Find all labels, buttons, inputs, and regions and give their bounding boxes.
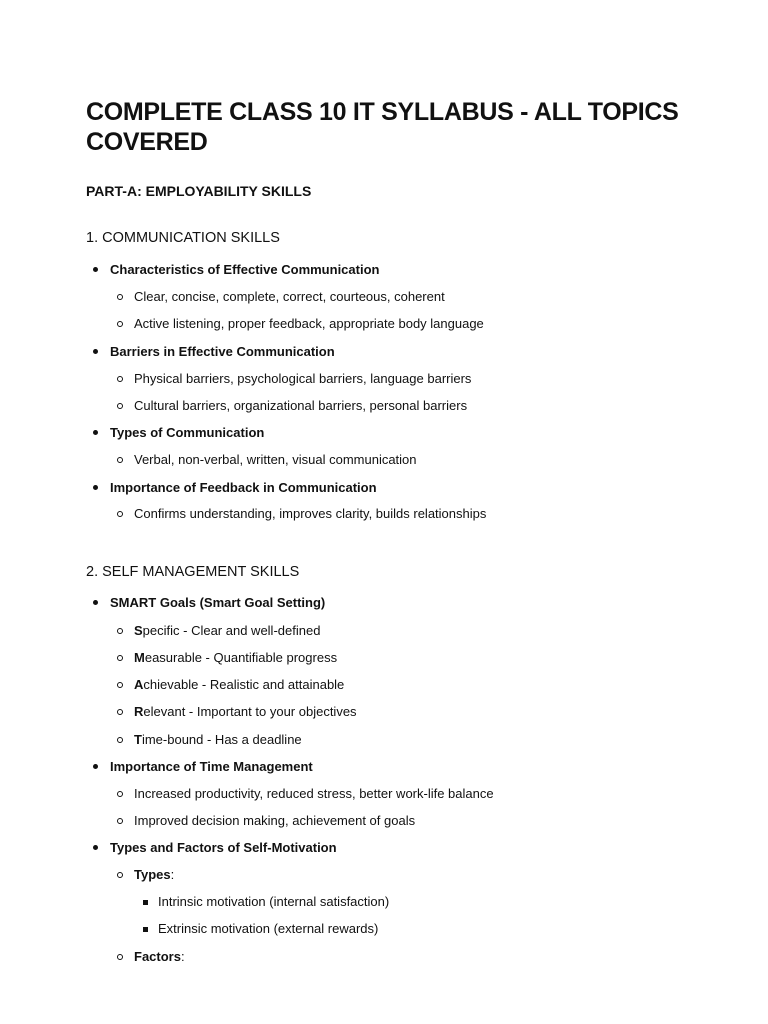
- bullet-circle: [117, 818, 123, 824]
- list-subitem-text: Clear, concise, complete, correct, courteous, coherent: [134, 289, 445, 304]
- bullet-circle: [117, 737, 123, 743]
- bullet-circle: [117, 376, 123, 382]
- list-item-label: Importance of Feedback in Communication: [110, 480, 377, 495]
- bullet-circle: [117, 403, 123, 409]
- list-item-label: Types of Communication: [110, 425, 265, 440]
- smart-initial: M: [134, 650, 145, 665]
- factors-label: Factors: [134, 949, 181, 964]
- list-subitem: [134, 452, 417, 468]
- list-subsubitem-text: Extrinsic motivation (external rewards): [158, 921, 379, 936]
- smart-item: [134, 650, 337, 666]
- bullet-disc: [93, 485, 98, 490]
- bullet-circle: [117, 682, 123, 688]
- list-item-label: Importance of Time Management: [110, 759, 313, 774]
- section-heading: 1. COMMUNICATION SKILLS: [86, 230, 280, 246]
- bullet-circle: [117, 791, 123, 797]
- smart-initial: T: [134, 732, 142, 747]
- bullet-disc: [93, 764, 98, 769]
- list-subitem: [134, 316, 484, 332]
- smart-initial: S: [134, 623, 143, 638]
- smart-item: [134, 732, 302, 748]
- bullet-circle: [117, 628, 123, 634]
- list-subitem: [134, 506, 486, 522]
- bullet-circle: [117, 655, 123, 661]
- bullet-disc: [93, 600, 98, 605]
- bullet-square: [143, 927, 148, 932]
- smart-text: easurable - Quantifiable progress: [144, 650, 338, 665]
- smart-item: [134, 677, 344, 693]
- list-item-label: Types and Factors of Self-Motivation: [110, 840, 337, 855]
- list-subitem: [134, 949, 185, 965]
- smart-initial: A: [134, 677, 144, 692]
- types-label: Types: [134, 867, 171, 882]
- list-subitem: [134, 867, 174, 883]
- list-subitem-text: Cultural barriers, organizational barriers, personal barriers: [134, 398, 468, 413]
- list-item: [110, 480, 377, 496]
- list-subitem-text: Improved decision making, achievement of goals: [134, 813, 416, 828]
- list-item-label: Barriers in Effective Communication: [110, 344, 335, 359]
- list-item-label: Characteristics of Effective Communication: [110, 262, 380, 277]
- part-heading: PART-A: EMPLOYABILITY SKILLS: [86, 183, 312, 199]
- bullet-disc: [93, 267, 98, 272]
- list-subitem-text: Verbal, non-verbal, written, visual communication: [134, 452, 417, 467]
- section-heading: 2. SELF MANAGEMENT SKILLS: [86, 564, 300, 580]
- list-subitem-text: Increased productivity, reduced stress, better work-life balance: [134, 786, 494, 801]
- list-subsubitem-text: Intrinsic motivation (internal satisfaction): [158, 894, 390, 909]
- bullet-circle: [117, 954, 123, 960]
- document-title: COMPLETE CLASS 10 IT SYLLABUS - ALL TOPICS COVERED: [86, 98, 679, 156]
- list-subitem: [134, 813, 415, 829]
- bullet-circle: [117, 511, 123, 517]
- smart-text: ime-bound - Has a deadline: [141, 732, 302, 747]
- list-item: [110, 425, 264, 441]
- list-item: [110, 759, 313, 775]
- list-subitem-text: Physical barriers, psychological barriers, language barriers: [134, 371, 472, 386]
- list-subitem: [134, 398, 467, 414]
- list-subitem: [134, 289, 445, 305]
- bullet-circle: [117, 321, 123, 327]
- list-item: [110, 262, 379, 278]
- list-subitem: [134, 786, 494, 802]
- smart-item: [134, 623, 320, 639]
- list-item: [110, 595, 325, 611]
- list-subsubitem: [158, 921, 378, 937]
- bullet-circle: [117, 872, 123, 878]
- colon: :: [180, 949, 185, 964]
- colon: :: [170, 867, 175, 882]
- list-item: [110, 344, 335, 360]
- bullet-disc: [93, 349, 98, 354]
- list-subitem-text: Active listening, proper feedback, appropriate body language: [134, 316, 484, 331]
- smart-initial: R: [134, 704, 144, 719]
- list-subsubitem: [158, 894, 389, 910]
- bullet-square: [143, 900, 148, 905]
- smart-item: [134, 704, 357, 720]
- list-item: [110, 840, 337, 856]
- bullet-circle: [117, 457, 123, 463]
- bullet-circle: [117, 709, 123, 715]
- smart-text: pecific - Clear and well-defined: [142, 623, 321, 638]
- bullet-disc: [93, 845, 98, 850]
- list-subitem-text: Confirms understanding, improves clarity, builds relationships: [134, 506, 487, 521]
- list-item-label: SMART Goals (Smart Goal Setting): [110, 595, 326, 610]
- smart-text: elevant - Important to your objectives: [143, 704, 357, 719]
- bullet-disc: [93, 430, 98, 435]
- smart-text: chievable - Realistic and attainable: [143, 677, 345, 692]
- list-subitem: [134, 371, 471, 387]
- bullet-circle: [117, 294, 123, 300]
